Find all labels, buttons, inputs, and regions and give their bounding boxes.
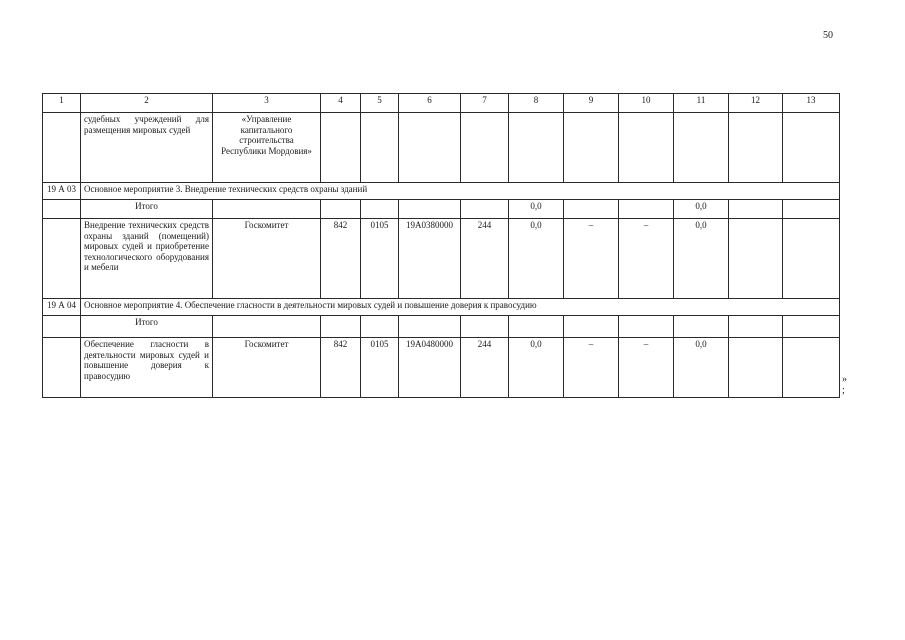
header-cell: 1 — [43, 94, 81, 113]
grbs-cell: 842 — [321, 338, 361, 398]
table-cell — [43, 338, 81, 398]
table-cell — [399, 113, 461, 183]
expense-type-cell: 244 — [461, 219, 509, 299]
table-cell — [43, 316, 81, 338]
section-row — [43, 183, 840, 200]
value-cell: – — [564, 338, 619, 398]
header-cell: 11 — [674, 94, 729, 113]
table-cell — [783, 219, 840, 299]
table-cell — [399, 200, 461, 219]
table-cell — [321, 113, 361, 183]
header-cell: 7 — [461, 94, 509, 113]
table-cell — [619, 316, 674, 338]
table-cell — [729, 316, 783, 338]
header-cell: 6 — [399, 94, 461, 113]
value-cell: 0,0 — [674, 219, 729, 299]
total-label: Итого — [81, 200, 213, 219]
table-cell — [43, 219, 81, 299]
table-cell — [564, 316, 619, 338]
header-cell: 5 — [361, 94, 399, 113]
measure-name-cell: судебных учреждений для размещения мировых судей — [81, 113, 213, 183]
table-cell — [783, 338, 840, 398]
value-cell: – — [564, 219, 619, 299]
section-row — [43, 299, 840, 316]
table-cell — [619, 200, 674, 219]
executor-cell: Госкомитет — [213, 219, 321, 299]
grbs-cell: 842 — [321, 219, 361, 299]
table-row — [43, 219, 840, 299]
target-article-cell: 19А0380000 — [399, 219, 461, 299]
table-row — [43, 338, 840, 398]
total-value: 0,0 — [509, 200, 564, 219]
table-cell — [361, 113, 399, 183]
table-cell — [564, 113, 619, 183]
value-cell: – — [619, 338, 674, 398]
table-cell — [509, 113, 564, 183]
table-cell — [509, 316, 564, 338]
table-cell — [674, 113, 729, 183]
header-cell: 9 — [564, 94, 619, 113]
table-cell — [461, 316, 509, 338]
table-cell — [213, 316, 321, 338]
table-cell — [321, 200, 361, 219]
table-cell — [783, 113, 840, 183]
total-label: Итого — [81, 316, 213, 338]
value-cell: 0,0 — [509, 219, 564, 299]
table-cell — [321, 316, 361, 338]
page-number: 50 — [823, 30, 833, 41]
table-cell — [619, 113, 674, 183]
section-title: Основное мероприятие 3. Внедрение технических средств охраны зданий — [81, 183, 840, 200]
value-cell: 0,0 — [674, 338, 729, 398]
header-cell: 8 — [509, 94, 564, 113]
section-code-cell: 0105 — [361, 338, 399, 398]
table-cell — [43, 200, 81, 219]
section-code: 19 А 03 — [43, 183, 81, 200]
table-cell — [399, 316, 461, 338]
expense-type-cell: 244 — [461, 338, 509, 398]
table-cell — [783, 200, 840, 219]
table-cell — [461, 200, 509, 219]
header-cell: 3 — [213, 94, 321, 113]
value-cell: 0,0 — [509, 338, 564, 398]
table-cell — [729, 113, 783, 183]
table-cell — [729, 338, 783, 398]
total-row — [43, 200, 840, 219]
total-value: 0,0 — [674, 200, 729, 219]
table-cell — [361, 316, 399, 338]
table-cell — [674, 316, 729, 338]
table-cell — [783, 316, 840, 338]
table-cell — [213, 200, 321, 219]
measure-name-cell: Внедрение технических средств охраны зданий (помещений) мировых судей и приобретение технологического оборудования и мебели — [81, 219, 213, 299]
table-cell — [729, 200, 783, 219]
executor-cell: «Управление капитального строительства Республики Мордовия» — [213, 113, 321, 183]
section-title: Основное мероприятие 4. Обеспечение гласности в деятельности мировых судей и повышение доверия к правосудию — [81, 299, 840, 316]
table-cell — [461, 113, 509, 183]
header-cell: 10 — [619, 94, 674, 113]
executor-cell: Госкомитет — [213, 338, 321, 398]
section-code: 19 А 04 — [43, 299, 81, 316]
measure-name-cell: Обеспечение гласности в деятельности мировых судей и повышение доверия к правосудию — [81, 338, 213, 398]
total-row — [43, 316, 840, 338]
table-cell — [43, 113, 81, 183]
table-cell — [729, 219, 783, 299]
header-cell: 12 — [729, 94, 783, 113]
header-row — [43, 94, 840, 113]
header-cell: 4 — [321, 94, 361, 113]
closing-marks: » ; — [842, 374, 847, 396]
table-row — [43, 113, 840, 183]
header-cell: 13 — [783, 94, 840, 113]
budget-table — [42, 93, 840, 398]
value-cell: – — [619, 219, 674, 299]
section-code-cell: 0105 — [361, 219, 399, 299]
table-cell — [564, 200, 619, 219]
target-article-cell: 19А0480000 — [399, 338, 461, 398]
header-cell: 2 — [81, 94, 213, 113]
table-cell — [361, 200, 399, 219]
